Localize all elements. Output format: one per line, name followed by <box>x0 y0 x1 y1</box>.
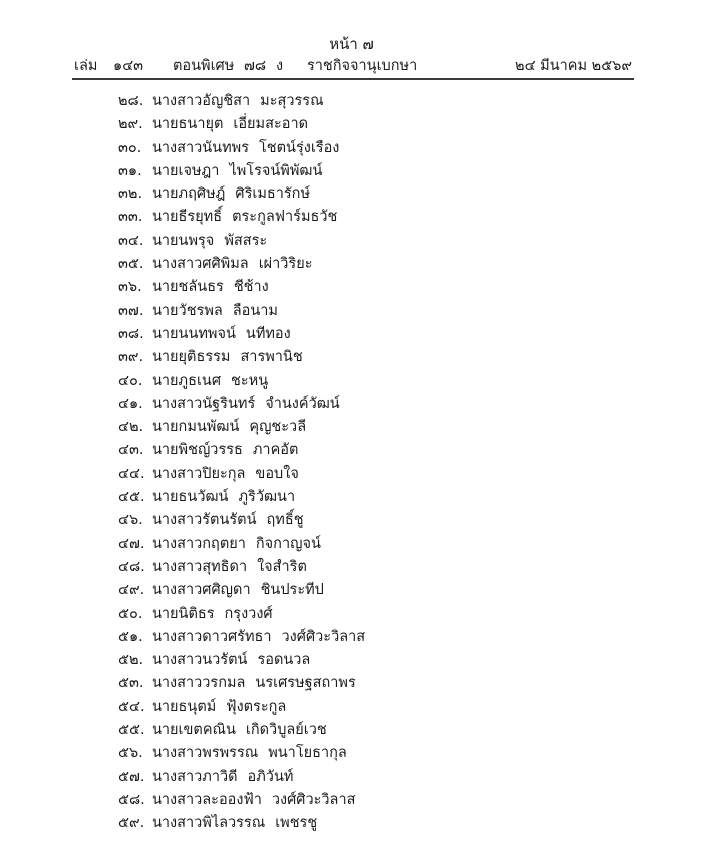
family-name: พัสสระ <box>224 232 268 249</box>
item-number: ๓๒. <box>118 186 143 203</box>
family-name: กิจกาญจน์ <box>255 535 321 552</box>
item-number: ๒๙. <box>118 116 143 133</box>
given-name: นางสาวนวรัตน์ <box>152 652 248 669</box>
family-name: นรเศรษฐสถาพร <box>255 675 356 692</box>
list-item <box>118 160 365 183</box>
item-number: ๕๐. <box>118 605 143 622</box>
item-number: ๕๘. <box>118 791 145 808</box>
family-name: อภิวันท์ <box>247 768 294 785</box>
list-item <box>118 672 365 695</box>
list-item <box>118 439 365 462</box>
family-name: วงศ์ศิวะวิลาส <box>271 791 356 808</box>
list-item <box>118 206 365 229</box>
given-name: นางสาวดาวศรัทธา <box>152 628 272 645</box>
list-item <box>118 696 365 719</box>
item-number: ๔๘. <box>118 558 145 575</box>
list-item <box>118 486 365 509</box>
family-name: เอี่ยมสะอาด <box>233 116 308 133</box>
given-name: นายยุติธรรม <box>152 349 231 366</box>
given-name: นางสาววรกมล <box>152 675 246 692</box>
family-name: มะสุวรรณ <box>260 93 324 109</box>
given-name: นางสาวละอองฟ้า <box>152 791 262 808</box>
list-item <box>118 742 365 765</box>
list-item <box>118 253 365 276</box>
given-name: นายภฤศิษฎ์ <box>152 186 226 203</box>
family-name: ขอบใจ <box>255 465 299 482</box>
item-number: ๓๙. <box>118 349 144 366</box>
list-item <box>118 789 365 812</box>
list-item <box>118 370 365 393</box>
list-item <box>118 463 365 486</box>
name-list <box>118 90 365 836</box>
section-letter: ง <box>276 58 284 74</box>
given-name: นางสาวศศิพิมล <box>152 256 249 273</box>
list-item <box>118 626 365 649</box>
page-number: หน้า ๗ <box>329 35 374 53</box>
given-name: นายธนวัฒน์ <box>152 489 229 506</box>
list-item <box>118 766 365 789</box>
item-number: ๔๑. <box>118 395 143 412</box>
list-item <box>118 230 365 253</box>
family-name: ชินประทีป <box>260 582 324 599</box>
family-name: นทีทอง <box>245 325 291 342</box>
family-name: สารพานิช <box>240 349 303 366</box>
family-name: กรุงวงศ์ <box>224 605 273 622</box>
publication-date: ๒๔ มีนาคม ๒๕๖๙ <box>515 58 632 74</box>
item-number: ๕๕. <box>118 722 145 739</box>
item-number: ๒๘. <box>118 93 144 109</box>
item-number: ๓๖. <box>118 279 142 296</box>
item-number: ๓๗. <box>118 302 144 319</box>
family-name: ภูริวัฒนา <box>238 489 296 506</box>
given-name: นางสาวนัฐรินทร์ <box>152 395 256 412</box>
given-name: นายพิชญ์วรรธ <box>152 442 243 459</box>
item-number: ๓๓. <box>118 209 143 226</box>
given-name: นายภูธเนศ <box>152 372 222 389</box>
family-name: ชีช้าง <box>233 279 269 296</box>
list-item <box>118 533 365 556</box>
family-name: ฤทธิ์ชู <box>266 512 304 529</box>
list-item <box>118 416 365 439</box>
header-rule <box>72 78 634 80</box>
given-name: นายนนทพจน์ <box>152 325 236 342</box>
given-name: นางสาวรัตนรัตน์ <box>152 512 257 529</box>
item-number: ๕๔. <box>118 698 145 715</box>
given-name: นางสาวศศิญดา <box>152 582 251 599</box>
family-name: เพชรชู <box>275 815 318 832</box>
family-name: ฟุ้งตระกูล <box>226 698 287 715</box>
item-number: ๓๕. <box>118 256 144 273</box>
family-name: ศิริเมธารักษ์ <box>235 186 311 203</box>
volume-number: ๑๔๓ <box>113 58 144 74</box>
family-name: ไพโรจน์พิพัฒน์ <box>229 162 323 179</box>
item-number: ๔๓. <box>118 442 144 459</box>
volume-label: เล่ม <box>74 58 98 74</box>
given-name: นายชลันธร <box>152 279 224 296</box>
item-number: ๕๖. <box>118 745 143 762</box>
list-item <box>118 649 365 672</box>
list-item <box>118 556 365 579</box>
list-item <box>118 393 365 416</box>
item-number: ๔๗. <box>118 535 145 552</box>
family-name: พนาโยธากุล <box>268 745 347 762</box>
given-name: นางสาวพรพรรณ <box>152 745 259 762</box>
family-name: จำนงค์วัฒน์ <box>265 395 340 412</box>
given-name: นายนิติธร <box>152 605 215 622</box>
given-name: นายนพรุจ <box>152 232 215 249</box>
given-name: นายธนุตม์ <box>152 698 217 715</box>
family-name: เกิดวิบูลย์เวช <box>245 722 327 739</box>
list-item <box>118 509 365 532</box>
item-number: ๔๖. <box>118 512 143 529</box>
item-number: ๔๙. <box>118 582 145 599</box>
list-item <box>118 346 365 369</box>
item-number: ๕๙. <box>118 815 145 832</box>
item-number: ๓๔. <box>118 232 144 249</box>
family-name: โชตน์รุ่งเรือง <box>259 139 340 156</box>
family-name: ชะหนู <box>231 372 269 389</box>
given-name: นางสาวพิไลวรรณ <box>152 815 266 832</box>
item-number: ๔๔. <box>118 465 145 482</box>
list-item <box>118 812 365 835</box>
family-name: เผ่าวิริยะ <box>258 256 313 273</box>
item-number: ๓๑. <box>118 162 142 179</box>
item-number: ๔๐. <box>118 372 143 389</box>
item-number: ๔๒. <box>118 419 144 436</box>
family-name: ตระกูลฟาร์มธวัช <box>232 209 338 226</box>
family-name: ภาคอัต <box>252 442 299 459</box>
list-item <box>118 323 365 346</box>
section-label: ตอนพิเศษ <box>173 58 235 74</box>
family-name: ลือนาม <box>232 302 278 319</box>
family-name: ใจสำริต <box>257 558 307 575</box>
list-item <box>118 183 365 206</box>
list-item <box>118 719 365 742</box>
item-number: ๓๘. <box>118 325 144 342</box>
given-name: นายเขตคณิน <box>152 722 236 739</box>
given-name: นางสาวอัญชิสา <box>152 93 251 109</box>
item-number: ๔๕. <box>118 489 145 506</box>
family-name: วงศ์ศิวะวิลาส <box>281 628 366 645</box>
family-name: รอดนวล <box>257 652 311 669</box>
item-number: ๕๒. <box>118 652 144 669</box>
list-item <box>118 137 365 160</box>
given-name: นายวัชรพล <box>152 302 223 319</box>
list-item <box>118 113 365 136</box>
item-number: ๕๗. <box>118 768 145 785</box>
given-name: นายธีรยุทธิ์ <box>152 209 223 226</box>
given-name: นางสาวกฤตยา <box>152 535 246 552</box>
list-item <box>118 579 365 602</box>
gazette-title: ราชกิจจานุเบกษา <box>307 58 418 74</box>
item-number: ๕๓. <box>118 675 144 692</box>
given-name: นางสาวสุทธิดา <box>152 558 248 575</box>
list-item <box>118 276 365 299</box>
list-item <box>118 90 365 113</box>
list-item <box>118 603 365 626</box>
given-name: นายธนายุต <box>152 116 224 133</box>
item-number: ๓๐. <box>118 139 142 156</box>
gazette-header <box>72 55 632 77</box>
given-name: นายกมนพัฒน์ <box>152 419 240 436</box>
section-number: ๗๘ <box>244 58 267 74</box>
item-number: ๕๑. <box>118 628 143 645</box>
list-item <box>118 300 365 323</box>
given-name: นายเจษฎา <box>152 162 220 179</box>
given-name: นางสาวนันทพร <box>152 139 249 156</box>
family-name: คุญชะวลี <box>249 419 307 436</box>
given-name: นางสาวภาวิดี <box>152 768 238 785</box>
given-name: นางสาวปิยะกุล <box>152 465 246 482</box>
